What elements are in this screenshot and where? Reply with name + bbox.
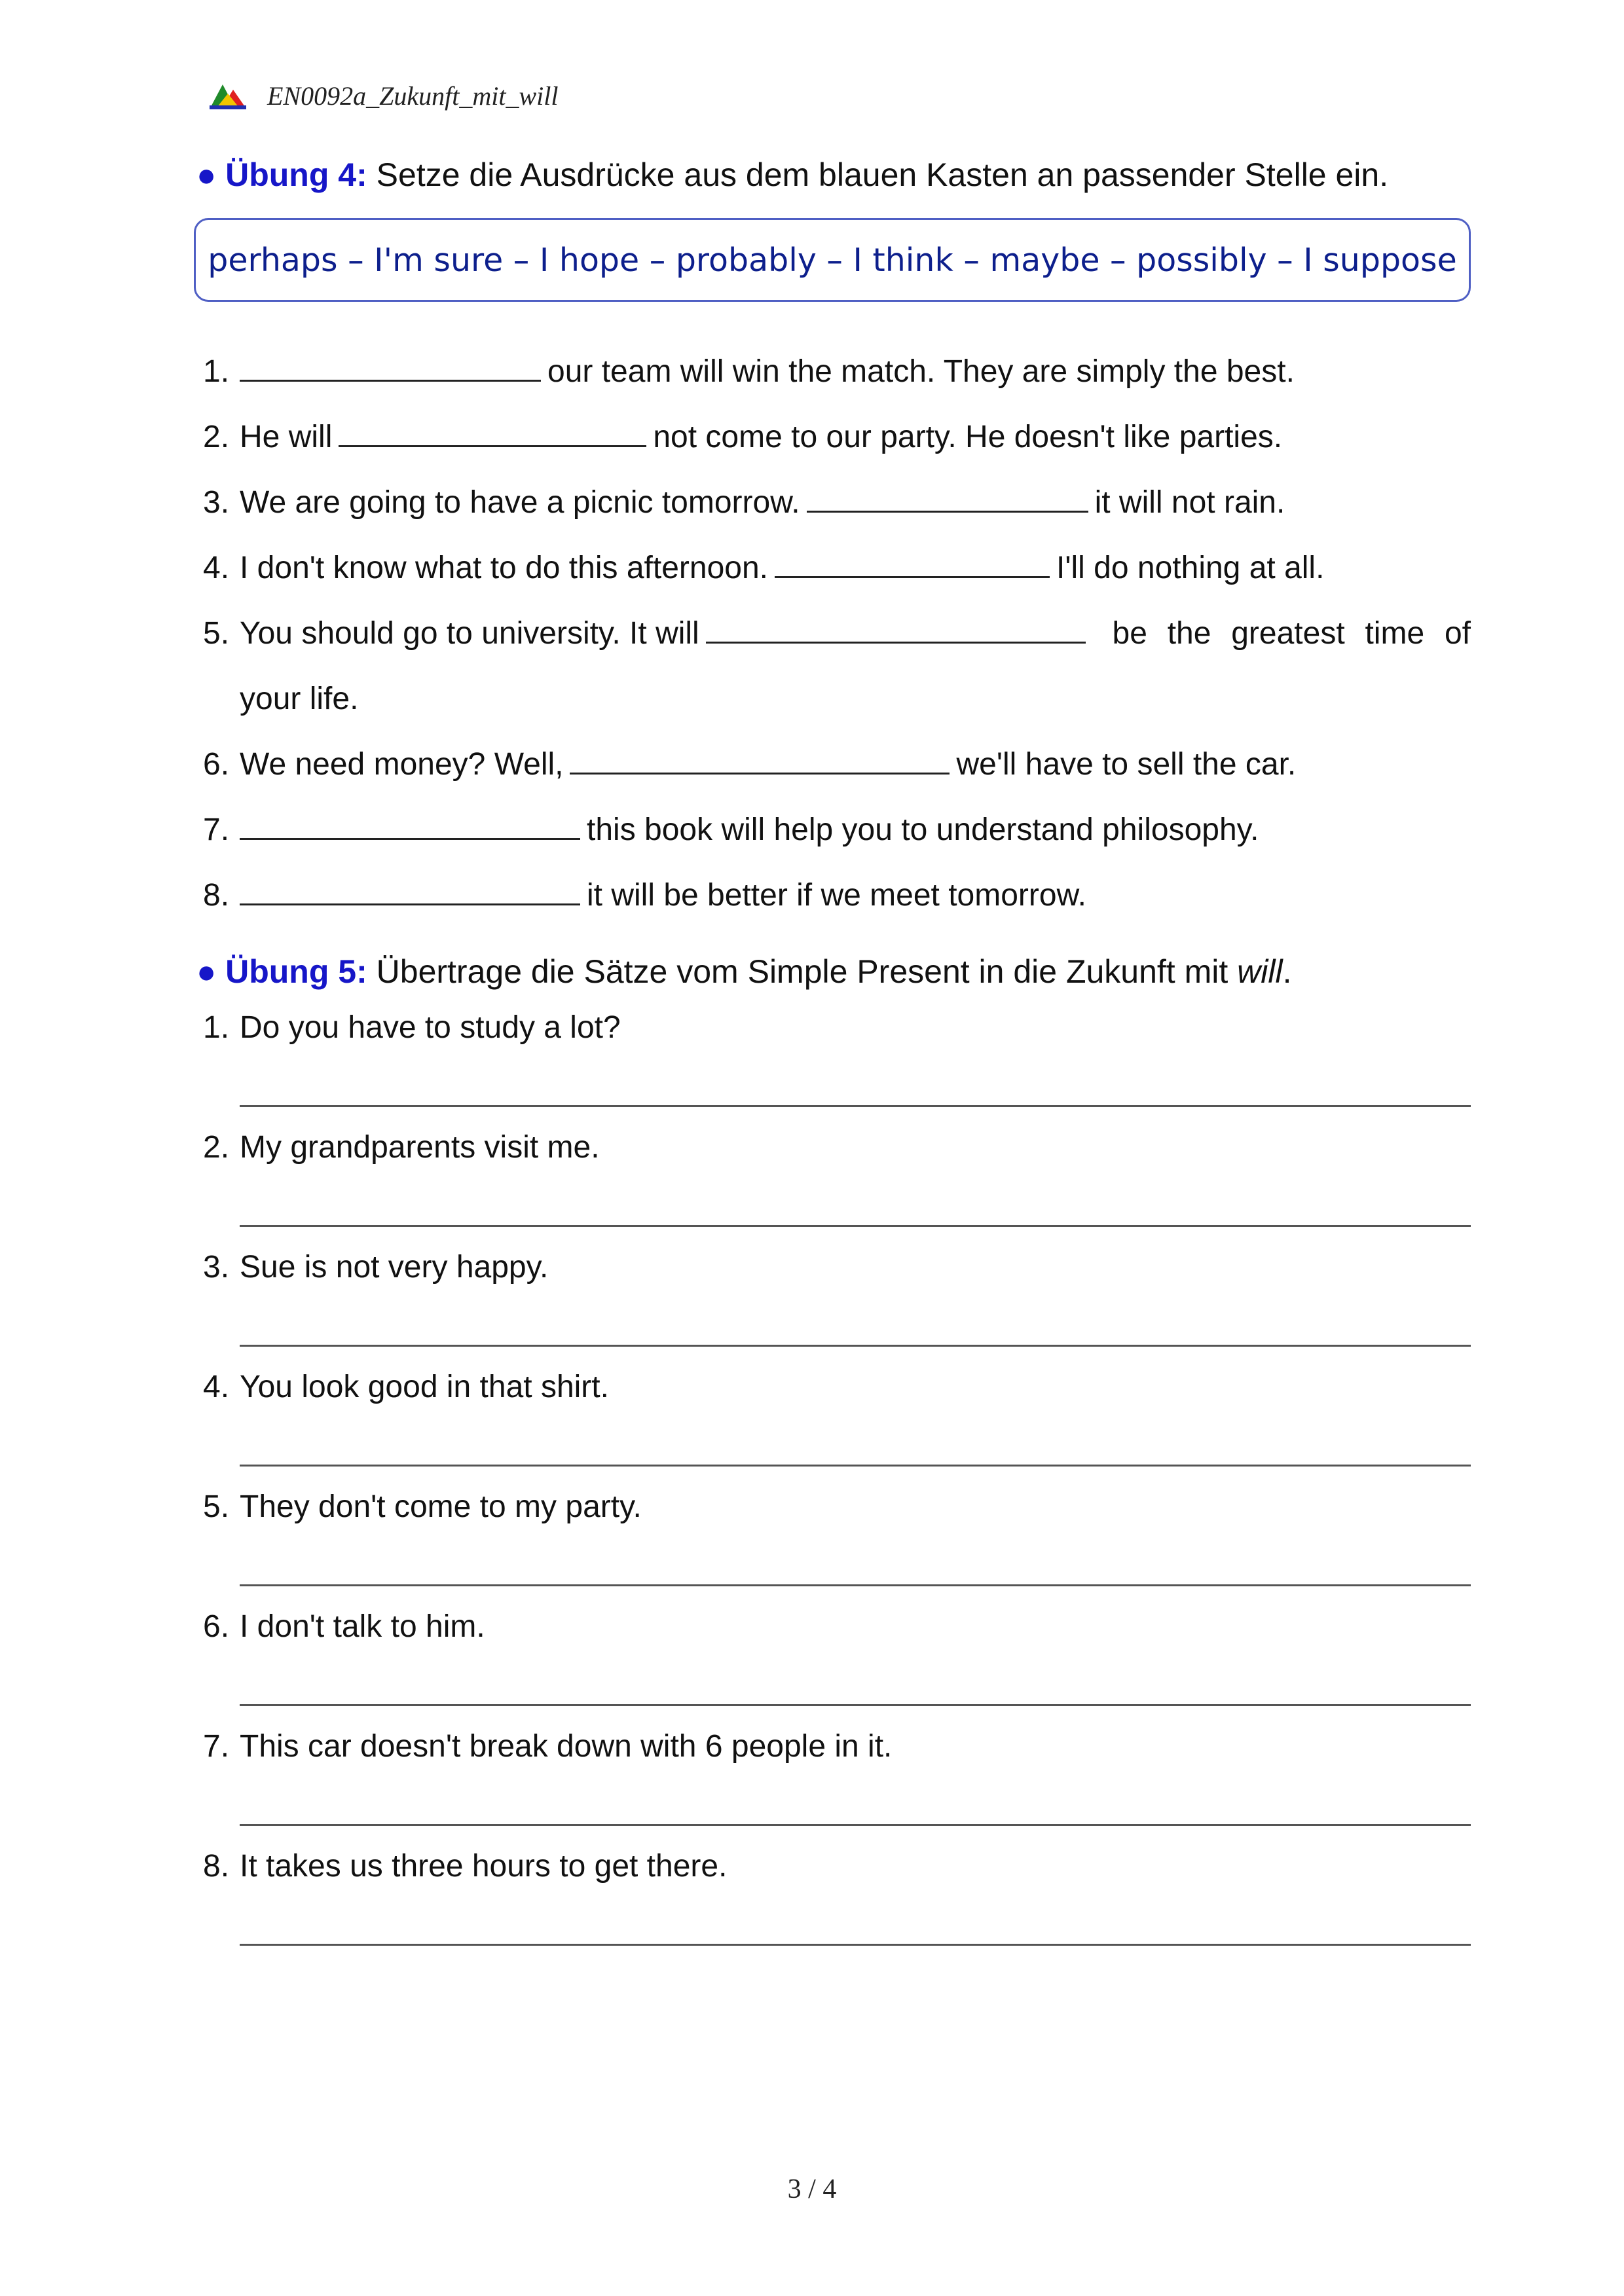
exercise-5-heading: ● Übung 5: Übertrage die Sätze vom Simple Present in die Zukunft mit will.	[196, 953, 1292, 990]
exercise-5-instruction-em: will	[1237, 953, 1283, 990]
exercise-5-item-7: 7. This car doesn't break down with 6 people in it.	[203, 1729, 893, 1764]
exercise-4-item-3: 3. We are going to have a picnic tomorrow. it will not rain.	[203, 485, 1285, 520]
page-number: 3 / 4	[787, 2174, 837, 2204]
answer-blank[interactable]	[240, 354, 541, 382]
exercise-4-item-1: 1. our team will win the match. They are simply the best.	[203, 354, 1295, 389]
answer-blank[interactable]	[240, 812, 580, 840]
exercise-4-item-4: 4. I don't know what to do this afternoon. I'll do nothing at all.	[203, 551, 1325, 585]
exercise-4-item-7: 7. this book will help you to understand philosophy.	[203, 812, 1259, 847]
answer-blank[interactable]	[775, 550, 1050, 578]
exercise-5-item-5: 5. They don't come to my party.	[203, 1489, 642, 1524]
exercise-5-label: Übung 5:	[225, 953, 367, 990]
exercise-5-item-4: 4. You look good in that shirt.	[203, 1370, 609, 1404]
exercise-5-item-3: 3. Sue is not very happy.	[203, 1250, 549, 1285]
answer-blank[interactable]	[240, 877, 580, 905]
exercise-4-instruction: Setze die Ausdrücke aus dem blauen Kasten an passender Stelle ein.	[376, 156, 1389, 193]
exercise-5-item-2: 2. My grandparents visit me.	[203, 1130, 600, 1165]
exercise-5-instruction: Übertrage die Sätze vom Simple Present in die Zukunft mit	[376, 953, 1228, 990]
bullet-icon: ●	[196, 953, 217, 990]
answer-line[interactable]	[240, 1704, 1471, 1706]
exercise-5-item-1: 1. Do you have to study a lot?	[203, 1010, 621, 1045]
mountain-logo-icon	[208, 81, 248, 111]
answer-line[interactable]	[240, 1584, 1471, 1586]
exercise-4-label: Übung 4:	[225, 156, 367, 193]
answer-blank[interactable]	[807, 484, 1088, 513]
exercise-4-item-8: 8. it will be better if we meet tomorrow.	[203, 878, 1086, 913]
answer-line[interactable]	[240, 1465, 1471, 1467]
exercise-5-item-8: 8. It takes us three hours to get there.	[203, 1849, 728, 1884]
exercise-4-item-5: 5. You should go to university. It will be the greatest time of	[203, 616, 1471, 651]
answer-line[interactable]	[240, 1944, 1471, 1946]
bullet-icon: ●	[196, 156, 217, 193]
answer-line[interactable]	[240, 1105, 1471, 1107]
page-header	[208, 76, 558, 115]
answer-line[interactable]	[240, 1345, 1471, 1347]
answer-blank[interactable]	[339, 419, 646, 447]
word-box-text: perhaps – I'm sure – I hope – probably – I think – maybe – possibly – I suppose	[208, 241, 1457, 279]
exercise-4-heading	[196, 156, 1388, 194]
answer-blank[interactable]	[570, 746, 950, 774]
exercise-4-item-2: 2. He will not come to our party. He doesn't like parties.	[203, 420, 1283, 454]
exercise-4-item-5-continuation: your life.	[240, 682, 359, 716]
word-box	[194, 218, 1471, 302]
document-id: EN0092a_Zukunft_mit_will	[267, 81, 559, 111]
answer-line[interactable]	[240, 1225, 1471, 1227]
answer-line[interactable]	[240, 1824, 1471, 1826]
answer-blank[interactable]	[706, 615, 1086, 644]
exercise-5-item-6: 6. I don't talk to him.	[203, 1609, 485, 1644]
exercise-4-item-6: 6. We need money? Well, we'll have to sell the car.	[203, 747, 1297, 782]
